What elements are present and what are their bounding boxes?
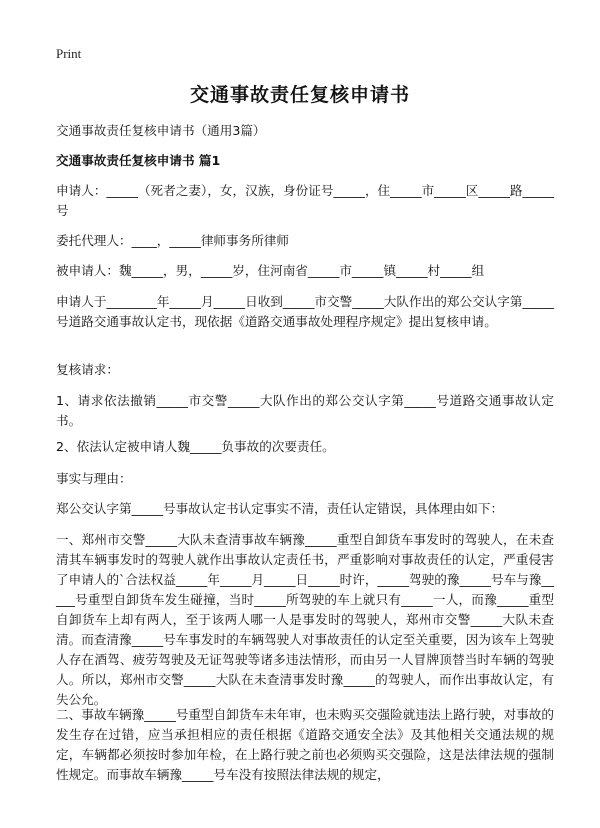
print-label: Print [56, 46, 82, 61]
paragraph-reason-1: 一、郑州市交警_____大队未查清事故车辆豫_____重型自卸货车事发时的驾驶人，在未查清其车辆事发时的驾驶人就作出事故认定责任书，严重影响对事故责任的认定，严重侵害了申请人的`合法权益_____年_____月_____日_____时许，_____驾驶的豫_____号车与豫_____号重型自卸货车发生碰撞，当时_____所驾驶的车上就只有_____一人，而豫_____重型自卸货车上却有两人，至于该两人哪一人是事发时的驾驶人，郑州市交警_____大队未查清。而查清豫_____号车事发时的车辆驾驶人对事故责任的认定至关重要，因为该车上驾驶人存在酒驾、疲劳驾驶及无证驾驶等诸多违法情形，而由另一人冒牌顶替当时车辆的驾驶人。所以，郑州市交警_____大队在未查清事发时豫_____的驾驶人，而作出事故认定，有失公允。 [56, 532, 554, 707]
paragraph-receipt: 申请人于________年_____月_____日收到_____市交警_____大队作出的郑公交认字第_____号道路交通事故认定书，现依据《道路交通事故处理程序规定》提出复核申请。 [56, 294, 554, 329]
paragraph-request-2: 2、依法认定被申请人魏_____负事故的次要责任。 [56, 439, 335, 454]
paragraph-review-request-heading: 复核请求： [56, 362, 119, 377]
paragraph-reason-2: 二、事故车辆豫_____号重型自卸货车未年审，也未购买交强险就违法上路行驶，对事故的发生存在过错，应当承担相应的责任根据《道路交通安全法》及其他相关交通法规的规定，车辆都必须按时参加年检，在上路行驶之前也必须购买交强险，这是法律法规的强制性规定。而事故车辆豫_____号车没有按照法律法规的规定， [56, 707, 554, 782]
paragraph-facts-intro: 郑公交认字第_____号事故认定书认定事实不清，责任认定错误，具体理由如下： [56, 501, 504, 516]
paragraph-request-1: 1、请求依法撤销_____市交警_____大队作出的郑公交认字第_____号道路交通事故认定书。 [56, 393, 554, 428]
paragraph-respondent: 被申请人：魏_____，男，_____岁，住河南省_____市_____镇_____村_____组 [56, 263, 485, 278]
paragraph-facts-heading: 事实与理由： [56, 471, 132, 486]
paragraph-agent: 委托代理人：____，_____律师事务所律师 [56, 233, 289, 248]
section-heading: 交通事故责任复核申请书 篇1 [56, 153, 221, 168]
document-title: 交通事故责任复核申请书 [189, 84, 410, 106]
document-subtitle: 交通事故责任复核申请书（通用3篇） [56, 123, 266, 138]
paragraph-applicant: 申请人：_____（死者之妻），女，汉族，身份证号_____，住_____市_____区_____路_____号 [56, 183, 554, 218]
